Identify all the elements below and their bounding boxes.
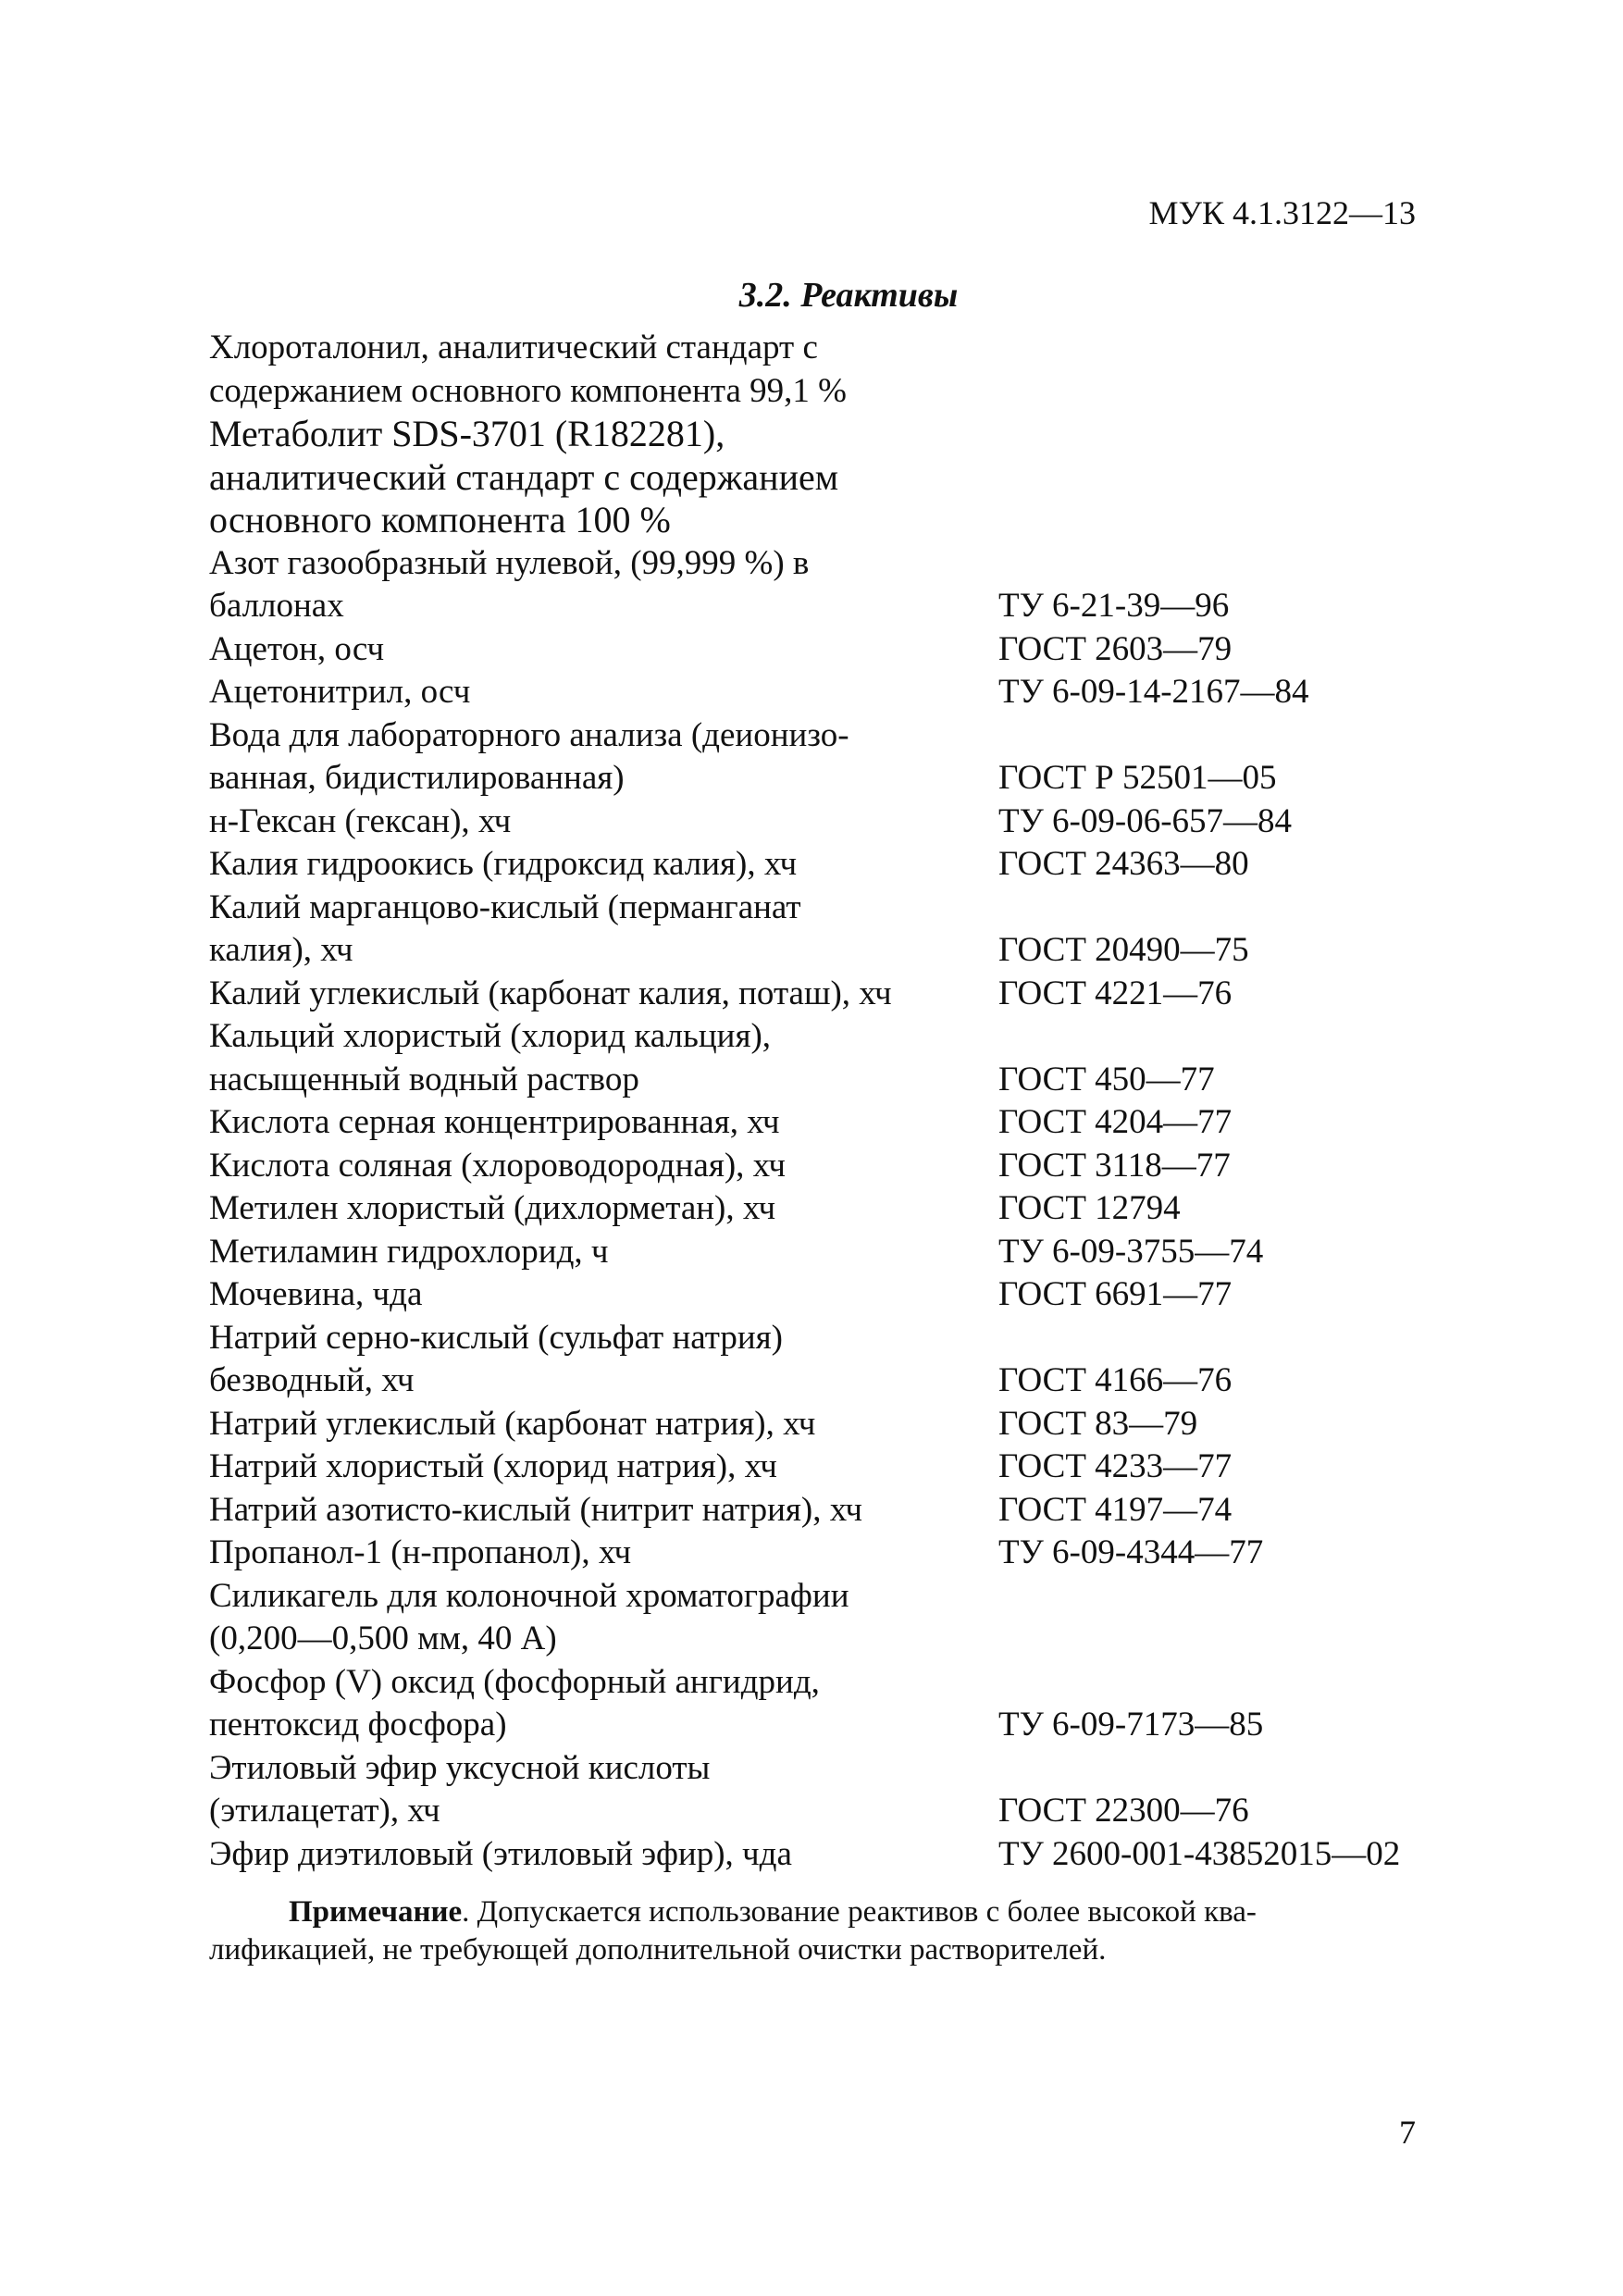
reagent-name-line: Фосфор (V) оксид (фосфорный ангидрид, — [209, 1662, 820, 1701]
reagent-name-line: содержанием основного компонента 99,1 % — [209, 371, 847, 410]
reagent-row — [209, 1231, 1468, 1274]
reagent-name-line: Метилен хлористый (дихлорметан), хч — [209, 1189, 776, 1227]
reagent-name — [209, 1403, 998, 1446]
reagent-name-line: Кислота серная концентрированная, хч — [209, 1103, 780, 1141]
reagent-row — [209, 714, 1468, 800]
reagent-standard: ГОСТ 4166—76 — [998, 1361, 1233, 1399]
reagent-row — [209, 413, 1468, 542]
reagent-standard: ГОСТ 22300—76 — [998, 1792, 1249, 1830]
reagent-name — [209, 1231, 998, 1274]
reagent-name — [209, 628, 998, 672]
reagent-standard: ГОСТ 24363—80 — [998, 845, 1249, 883]
reagent-standard: ТУ 2600-001-43852015—02 — [998, 1834, 1401, 1873]
reagent-name — [209, 1661, 998, 1747]
reagent-name-line: Вода для лабораторного анализа (деионизо- — [209, 715, 849, 754]
reagent-standard: ГОСТ 6691—77 — [998, 1275, 1233, 1313]
reagent-standard: ТУ 6-09-3755—74 — [998, 1232, 1264, 1271]
reagent-name — [209, 327, 998, 413]
reagent-row — [209, 1532, 1468, 1575]
reagent-row — [209, 1187, 1468, 1231]
reagent-standard: ГОСТ Р 52501—05 — [998, 759, 1277, 797]
reagent-standard: ГОСТ 4221—76 — [998, 974, 1233, 1012]
reagent-name-line: Пропанол-1 (н-пропанол), хч — [209, 1533, 632, 1571]
reagent-name — [209, 1747, 998, 1833]
reagent-name — [209, 542, 998, 628]
reagent-standard: ГОСТ 450—77 — [998, 1060, 1215, 1098]
reagent-row — [209, 1101, 1468, 1145]
reagent-name-line: Натрий углекислый (карбонат натрия), хч — [209, 1404, 816, 1443]
reagent-row — [209, 843, 1468, 887]
reagent-name-line: Метаболит SDS-3701 (R182281), — [209, 413, 725, 454]
reagent-name-line: Калий углекислый (карбонат калия, поташ), хч — [209, 974, 892, 1012]
reagent-name — [209, 800, 998, 844]
reagent-name — [209, 973, 998, 1016]
reagent-name-line: Ацетон, осч — [209, 629, 385, 668]
reagent-row — [209, 327, 1468, 413]
reagent-name-line: Метиламин гидрохлорид, ч — [209, 1232, 609, 1271]
reagent-row — [209, 1661, 1468, 1747]
reagent-name — [209, 1446, 998, 1489]
reagent-standard: ГОСТ 20490—75 — [998, 931, 1249, 969]
note-label: Примечание — [289, 1895, 463, 1929]
reagent-row — [209, 671, 1468, 714]
section-title: 3.2. Реактивы — [738, 276, 959, 315]
note — [209, 1893, 1412, 1969]
reagent-row — [209, 1403, 1468, 1446]
reagent-row — [209, 1145, 1468, 1188]
reagent-row — [209, 1273, 1468, 1317]
reagent-row — [209, 887, 1468, 973]
reagent-row — [209, 1833, 1468, 1877]
reagent-standard: ГОСТ 3118—77 — [998, 1146, 1231, 1185]
reagent-row — [209, 1015, 1468, 1101]
reagent-name-line: калия), хч — [209, 931, 353, 969]
reagent-name — [209, 1532, 998, 1575]
reagent-name — [209, 887, 998, 973]
reagent-name-line: безводный, хч — [209, 1361, 415, 1399]
reagent-name-line: насыщенный водный раствор — [209, 1060, 639, 1098]
reagent-name-line: Натрий азотисто-кислый (нитрит натрия), хч — [209, 1490, 863, 1529]
reagent-name-line: Этиловый эфир уксусной кислоты — [209, 1748, 711, 1787]
note-text-1: . Допускается использование реактивов с более высокой ква- — [462, 1895, 1257, 1929]
reagent-standard: ГОСТ 12794 — [998, 1189, 1181, 1227]
reagent-name — [209, 1101, 998, 1145]
reagent-row — [209, 1446, 1468, 1489]
reagent-standard: ГОСТ 4197—74 — [998, 1490, 1233, 1529]
page-number: 7 — [1399, 2114, 1416, 2151]
reagent-name-line: Натрий хлористый (хлорид натрия), хч — [209, 1447, 777, 1485]
reagent-name-line: баллонах — [209, 587, 344, 625]
reagent-standard: ТУ 6-09-14-2167—84 — [998, 673, 1309, 711]
reagents-list — [209, 327, 1468, 1876]
reagent-name-line: н-Гексан (гексан), хч — [209, 801, 512, 840]
reagent-row — [209, 973, 1468, 1016]
reagent-name — [209, 1833, 998, 1877]
reagent-name-line: Мочевина, чда — [209, 1275, 423, 1313]
reagent-name-line: основного компонента 100 % — [209, 499, 671, 540]
reagent-name — [209, 1187, 998, 1231]
reagent-name-line: Кальций хлористый (хлорид кальция), — [209, 1017, 772, 1055]
reagent-name — [209, 1317, 998, 1403]
reagent-name — [209, 413, 998, 542]
reagent-row — [209, 542, 1468, 628]
reagent-name-line: Эфир диэтиловый (этиловый эфир), чда — [209, 1834, 792, 1873]
reagent-name-line: Силикагель для колоночной хроматографии — [209, 1576, 849, 1615]
reagent-name — [209, 1489, 998, 1533]
reagent-name-line: аналитический стандарт с содержанием — [209, 455, 839, 498]
reagent-name — [209, 1145, 998, 1188]
reagent-standard: ТУ 6-21-39—96 — [998, 587, 1230, 625]
reagent-name-line: ванная, бидистилированная) — [209, 759, 625, 797]
reagent-standard: ТУ 6-09-7173—85 — [998, 1706, 1264, 1744]
reagent-standard: ГОСТ 83—79 — [998, 1404, 1198, 1443]
reagent-name-line: (этилацетат), хч — [209, 1792, 440, 1830]
reagent-name-line: Калий марганцово-кислый (перманганат — [209, 887, 801, 926]
reagent-standard: ГОСТ 4204—77 — [998, 1103, 1233, 1141]
reagent-standard: ТУ 6-09-4344—77 — [998, 1533, 1264, 1571]
reagent-name-line: (0,200—0,500 мм, 40 А) — [209, 1620, 557, 1657]
reagent-row — [209, 628, 1468, 672]
reagent-name-line: Натрий серно-кислый (сульфат натрия) — [209, 1318, 784, 1357]
note-text-2: лификацией, не требующей дополнительной очистки растворителей. — [209, 1933, 1107, 1967]
reagent-name — [209, 714, 998, 800]
reagent-name — [209, 671, 998, 714]
reagent-row — [209, 800, 1468, 844]
reagent-row — [209, 1575, 1468, 1661]
reagent-row — [209, 1747, 1468, 1833]
document-code: МУК 4.1.3122—13 — [1148, 194, 1416, 231]
reagent-row — [209, 1317, 1468, 1403]
reagent-name — [209, 1273, 998, 1317]
reagent-name — [209, 1015, 998, 1101]
reagent-name — [209, 1575, 998, 1661]
reagent-standard: ГОСТ 4233—77 — [998, 1447, 1233, 1485]
reagent-name-line: пентоксид фосфора) — [209, 1706, 507, 1744]
reagent-standard: ГОСТ 2603—79 — [998, 629, 1233, 668]
reagent-name-line: Хлороталонил, аналитический стандарт с — [209, 329, 818, 366]
note-line-1 — [209, 1893, 1412, 1931]
reagent-name-line: Калия гидроокись (гидроксид калия), хч — [209, 845, 798, 883]
reagent-name-line: Кислота соляная (хлороводородная), хч — [209, 1146, 786, 1185]
reagent-row — [209, 1489, 1468, 1533]
reagent-name-line: Азот газообразный нулевой, (99,999 %) в — [209, 543, 810, 582]
reagent-standard: ТУ 6-09-06-657—84 — [998, 801, 1293, 840]
reagent-name — [209, 843, 998, 887]
reagent-name-line: Ацетонитрил, осч — [209, 673, 471, 711]
